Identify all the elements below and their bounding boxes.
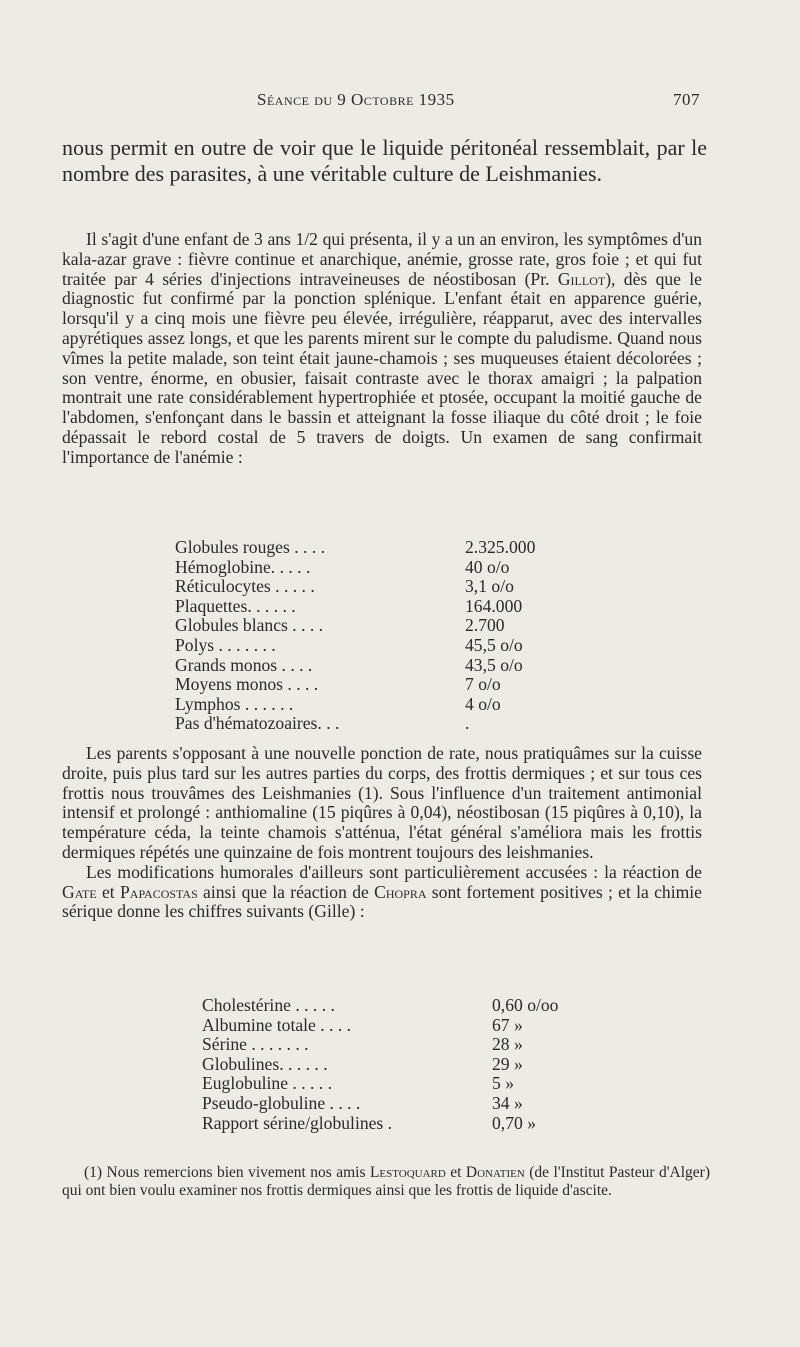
table-row (175, 616, 635, 636)
footnote (62, 1164, 710, 1200)
page-number: 707 (673, 90, 700, 109)
row-value: 34 » (492, 1092, 523, 1113)
row-value: 0,70 » (492, 1112, 536, 1133)
row-label: Globules rouges . . . . (175, 537, 326, 557)
row-label: Grands monos . . . . (175, 654, 313, 675)
blood-exam-table (175, 538, 635, 734)
table-row (175, 538, 635, 558)
table-row (202, 1114, 662, 1134)
row-value: 45,5 o/o (465, 634, 523, 655)
table-row (202, 1055, 662, 1075)
row-value: 29 » (492, 1053, 523, 1074)
table-row (175, 675, 635, 695)
treatment-section (62, 744, 702, 922)
row-value: 2.700 (465, 615, 505, 636)
author-name: Gate (62, 881, 97, 902)
row-value: 28 » (492, 1034, 523, 1055)
humoral-paragraph (62, 863, 702, 922)
row-label: Hémoglobine. . . . . (175, 556, 311, 577)
author-name: Lestoquard (369, 1164, 446, 1181)
row-label: Pseudo-globuline . . . . (202, 1092, 361, 1113)
running-title: Séance du 9 Octobre 1935 (257, 90, 455, 109)
table-row (175, 597, 635, 617)
row-label: Polys . . . . . . . (175, 634, 276, 655)
humoral-text-4: sont fortement positives ; et la chimie sérique donne les chiffres suivants (Gille) : (62, 881, 702, 922)
humoral-text-3: ainsi que la réaction de (197, 881, 375, 902)
table-row (202, 1016, 662, 1036)
footnote-text-2: et (445, 1164, 466, 1181)
footnote-text-1: (1) Nous remercions bien vivement nos amis (84, 1164, 370, 1181)
row-value: 67 » (492, 1014, 523, 1035)
table-row (175, 656, 635, 676)
table-row (175, 695, 635, 715)
row-label: Plaquettes. . . . . . (175, 595, 296, 616)
row-value: 40 o/o (465, 556, 510, 577)
author-name: Papacostas (120, 881, 198, 902)
table-row (202, 996, 662, 1016)
table-row (175, 714, 635, 734)
case-description (62, 230, 702, 468)
row-value: 4 o/o (465, 693, 501, 714)
case-paragraph (62, 230, 702, 468)
row-value: 43,5 o/o (465, 654, 523, 675)
row-value: 5 » (492, 1073, 514, 1094)
treatment-paragraph: Les parents s'opposant à une nouvelle ponction de rate, nous pratiquâmes sur la cuisse droite, puis plus tard sur les autres parties du corps, des frottis dermiques ; et sur tous ces frottis nous trouvâmes des Leishmanies (1). Sous l'influence d'un traitement antimonial intensif et prolongé : anthiomaline (15 piqûres à 0,04), néostibosan (15 piqûres à 0,10), la température céda, la teinte chamois s'atténua, l'état général s'améliora mais les frottis dermiques répétés une quinzaine de fois montrent toujours des leishmanies. (62, 743, 702, 862)
author-name: Donatien (465, 1164, 525, 1181)
row-label: Moyens monos . . . . (175, 674, 319, 695)
row-label: Réticulocytes . . . . . (175, 576, 315, 597)
author-name: Chopra (374, 881, 427, 902)
author-name: Gillot (557, 268, 606, 289)
table-row (175, 636, 635, 656)
table-row (202, 1035, 662, 1055)
table-row (202, 1094, 662, 1114)
row-label: Euglobuline . . . . . (202, 1073, 332, 1094)
row-value: 0,60 o/oo (492, 995, 559, 1015)
case-text-2: ), dès que le diagnostic fut confirmé par la ponction splénique. L'enfant était en apparence guérie, lorsqu'il y a cinq mois une fièvre peu élevée, irrégulière, réapparut, avec des intervalles apyrétiques assez longs, et que les parents mirent sur le compte du paludisme. Quand nous vîmes la petite malade, son teint était jaune-chamois ; ses muqueuses étaient décolorées ; son ventre, énorme, en obusier, faisait contraste avec le thorax amaigri ; la palpation montrait une rate considérablement hypertrophiée et ptosée, occupant la moitié gauche de l'abdomen, s'enfonçant dans le bassin et atteignant la fosse iliaque du côté droit ; le foie dépassait le rebord costal de 5 travers de doigts. Un examen de sang confirmait l'importance de l'anémie : (62, 268, 702, 467)
row-label: Albumine totale . . . . (202, 1014, 352, 1035)
row-value: 2.325.000 (465, 537, 536, 557)
row-label: Rapport sérine/globulines . (202, 1112, 393, 1133)
row-label: Pas d'hématozoaires. . . (175, 713, 340, 734)
row-label: Globules blancs . . . . (175, 615, 324, 636)
row-value: 164.000 (465, 595, 523, 616)
row-value: 3,1 o/o (465, 576, 514, 597)
table-row (202, 1074, 662, 1094)
humoral-text-2: et (96, 881, 120, 902)
table-row (175, 577, 635, 597)
row-value: . (465, 713, 470, 734)
humoral-text-1: Les modifications humorales d'ailleurs sont particulièrement accusées : la réaction de (86, 861, 702, 882)
row-value: 7 o/o (465, 674, 501, 695)
running-header (62, 90, 710, 120)
row-label: Cholestérine . . . . . (202, 995, 335, 1015)
lead-paragraph: nous permit en outre de voir que le liquide péritonéal ressemblait, par le nombre des parasites, à une véritable culture de Leishmanies. (62, 135, 707, 186)
row-label: Sérine . . . . . . . (202, 1034, 309, 1055)
table-row (175, 558, 635, 578)
footnote-text-3: (de l'Institut Pasteur d'Alger) qui ont bien voulu examiner nos frottis dermiques ainsi que les frottis de liquide d'ascite. (62, 1164, 710, 1199)
case-text-1: Il s'agit d'une enfant de 3 ans 1/2 qui présenta, il y a un an environ, les symptômes d'un kala-azar grave : fièvre continue et anarchique, anémie, grosse rate, gros foie ; et qui fut traitée par 4 séries d'injections intraveineuses de néostibosan (Pr. (62, 229, 702, 289)
row-label: Globulines. . . . . . (202, 1053, 328, 1074)
row-label: Lymphos . . . . . . (175, 693, 294, 714)
serum-chemistry-table (202, 996, 662, 1133)
